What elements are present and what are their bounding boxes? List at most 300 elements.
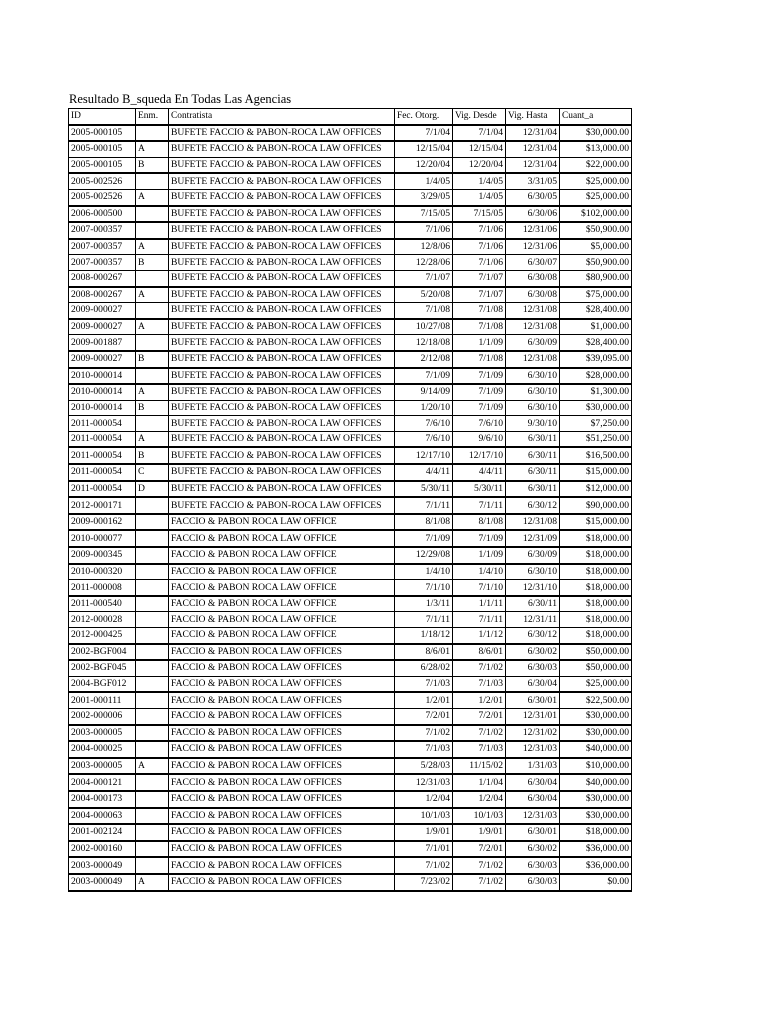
contratista-cell: BUFETE FACCIO & PABON-ROCA LAW OFFICES [169, 189, 395, 205]
id-cell: 2004-000063 [69, 808, 136, 825]
contratista-cell: BUFETE FACCIO & PABON-ROCA LAW OFFICES [169, 368, 395, 385]
contratista-cell: FACCIO & PABON ROCA LAW OFFICE [169, 580, 395, 596]
table-row [69, 319, 632, 335]
id-cell: 2002-BGF045 [69, 660, 136, 676]
fec-otorg-cell: 7/1/10 [395, 580, 453, 596]
enm-cell [136, 692, 169, 708]
column-header: Contratista [169, 109, 395, 125]
id-cell: 2005-000105 [69, 141, 136, 157]
cuantia-cell: $80,900.00 [560, 270, 632, 286]
id-cell: 2002-000006 [69, 708, 136, 724]
id-cell: 2012-000171 [69, 497, 136, 514]
enm-cell [136, 857, 169, 874]
fec-otorg-cell: 1/4/10 [395, 564, 453, 580]
vig-desde-cell: 11/15/02 [453, 758, 506, 775]
table-row [69, 628, 632, 644]
enm-cell: A [136, 874, 169, 891]
vig-hasta-cell: 12/31/09 [506, 530, 560, 547]
enm-cell [136, 222, 169, 239]
contratista-cell: FACCIO & PABON ROCA LAW OFFICE [169, 564, 395, 580]
contratista-cell: BUFETE FACCIO & PABON-ROCA LAW OFFICES [169, 239, 395, 255]
vig-hasta-cell: 6/30/12 [506, 497, 560, 514]
table-row [69, 125, 632, 142]
table-row [69, 351, 632, 368]
contratista-cell: FACCIO & PABON ROCA LAW OFFICES [169, 758, 395, 775]
enm-cell [136, 497, 169, 514]
table-row [69, 660, 632, 676]
enm-cell [136, 125, 169, 142]
vig-desde-cell: 7/1/11 [453, 497, 506, 514]
enm-cell [136, 173, 169, 189]
fec-otorg-cell: 7/1/07 [395, 270, 453, 286]
contratista-cell: BUFETE FACCIO & PABON-ROCA LAW OFFICES [169, 481, 395, 498]
cuantia-cell: $50,000.00 [560, 644, 632, 661]
enm-cell: B [136, 351, 169, 368]
contratista-cell: FACCIO & PABON ROCA LAW OFFICE [169, 530, 395, 547]
cuantia-cell: $30,000.00 [560, 725, 632, 742]
enm-cell [136, 303, 169, 319]
contratista-cell: BUFETE FACCIO & PABON-ROCA LAW OFFICES [169, 335, 395, 351]
fec-otorg-cell: 5/30/11 [395, 481, 453, 498]
id-cell: 2005-002526 [69, 173, 136, 189]
fec-otorg-cell: 12/15/04 [395, 141, 453, 157]
id-cell: 2007-000357 [69, 255, 136, 271]
vig-hasta-cell: 6/30/10 [506, 384, 560, 400]
contratista-cell: BUFETE FACCIO & PABON-ROCA LAW OFFICES [169, 447, 395, 464]
fec-otorg-cell: 4/4/11 [395, 464, 453, 481]
vig-hasta-cell: 6/30/01 [506, 692, 560, 708]
vig-hasta-cell: 6/30/11 [506, 596, 560, 612]
fec-otorg-cell: 1/2/04 [395, 791, 453, 808]
contratista-cell: BUFETE FACCIO & PABON-ROCA LAW OFFICES [169, 303, 395, 319]
cuantia-cell: $0.00 [560, 874, 632, 891]
enm-cell [136, 564, 169, 580]
cuantia-cell: $30,000.00 [560, 400, 632, 416]
table-row [69, 255, 632, 271]
id-cell: 2011-000008 [69, 580, 136, 596]
fec-otorg-cell: 7/1/06 [395, 222, 453, 239]
enm-cell [136, 514, 169, 531]
cuantia-cell: $18,000.00 [560, 580, 632, 596]
id-cell: 2005-000105 [69, 157, 136, 173]
cuantia-cell: $102,000.00 [560, 206, 632, 223]
contratista-cell: FACCIO & PABON ROCA LAW OFFICE [169, 547, 395, 564]
id-cell: 2004-000025 [69, 741, 136, 758]
vig-hasta-cell: 12/31/01 [506, 708, 560, 724]
id-cell: 2009-000345 [69, 547, 136, 564]
cuantia-cell: $30,000.00 [560, 791, 632, 808]
cuantia-cell: $50,900.00 [560, 255, 632, 271]
fec-otorg-cell: 7/1/04 [395, 125, 453, 142]
vig-hasta-cell: 12/31/08 [506, 319, 560, 335]
vig-hasta-cell: 6/30/10 [506, 564, 560, 580]
fec-otorg-cell: 12/17/10 [395, 447, 453, 464]
vig-hasta-cell: 6/30/11 [506, 447, 560, 464]
table-row [69, 841, 632, 858]
vig-hasta-cell: 12/31/11 [506, 612, 560, 628]
enm-cell [136, 628, 169, 644]
id-cell: 2003-000005 [69, 725, 136, 742]
id-cell: 2003-000005 [69, 758, 136, 775]
vig-hasta-cell: 6/30/06 [506, 206, 560, 223]
contratista-cell: BUFETE FACCIO & PABON-ROCA LAW OFFICES [169, 384, 395, 400]
cuantia-cell: $18,000.00 [560, 824, 632, 841]
id-cell: 2011-000540 [69, 596, 136, 612]
vig-hasta-cell: 3/31/05 [506, 173, 560, 189]
contratista-cell: BUFETE FACCIO & PABON-ROCA LAW OFFICES [169, 464, 395, 481]
table-row [69, 824, 632, 841]
vig-hasta-cell: 12/31/08 [506, 303, 560, 319]
table-row [69, 173, 632, 189]
fec-otorg-cell: 12/8/06 [395, 239, 453, 255]
fec-otorg-cell: 7/15/05 [395, 206, 453, 223]
vig-desde-cell: 7/1/09 [453, 530, 506, 547]
table-row [69, 497, 632, 514]
table-row [69, 808, 632, 825]
id-cell: 2011-000054 [69, 464, 136, 481]
enm-cell [136, 547, 169, 564]
table-header-row [69, 109, 632, 125]
vig-desde-cell: 7/1/08 [453, 351, 506, 368]
vig-hasta-cell: 12/31/06 [506, 239, 560, 255]
vig-desde-cell: 7/1/08 [453, 319, 506, 335]
column-header: Cuant_a [560, 109, 632, 125]
vig-hasta-cell: 6/30/08 [506, 287, 560, 303]
enm-cell [136, 270, 169, 286]
enm-cell [136, 596, 169, 612]
table-row [69, 741, 632, 758]
cuantia-cell: $1,000.00 [560, 319, 632, 335]
cuantia-cell: $30,000.00 [560, 125, 632, 142]
contratista-cell: BUFETE FACCIO & PABON-ROCA LAW OFFICES [169, 431, 395, 447]
table-row [69, 725, 632, 742]
column-header: ID [69, 109, 136, 125]
vig-desde-cell: 7/1/09 [453, 400, 506, 416]
enm-cell [136, 774, 169, 791]
table-row [69, 758, 632, 775]
vig-desde-cell: 1/2/01 [453, 692, 506, 708]
cuantia-cell: $22,000.00 [560, 157, 632, 173]
cuantia-cell: $16,500.00 [560, 447, 632, 464]
fec-otorg-cell: 1/20/10 [395, 400, 453, 416]
contratista-cell: FACCIO & PABON ROCA LAW OFFICES [169, 808, 395, 825]
fec-otorg-cell: 10/27/08 [395, 319, 453, 335]
vig-desde-cell: 1/2/04 [453, 791, 506, 808]
cuantia-cell: $40,000.00 [560, 741, 632, 758]
enm-cell [136, 335, 169, 351]
vig-desde-cell: 1/4/05 [453, 189, 506, 205]
vig-desde-cell: 10/1/03 [453, 808, 506, 825]
vig-desde-cell: 1/1/04 [453, 774, 506, 791]
enm-cell [136, 368, 169, 385]
vig-hasta-cell: 6/30/03 [506, 874, 560, 891]
vig-desde-cell: 7/1/02 [453, 857, 506, 874]
enm-cell: B [136, 400, 169, 416]
cuantia-cell: $25,000.00 [560, 189, 632, 205]
id-cell: 2008-000267 [69, 287, 136, 303]
fec-otorg-cell: 3/29/05 [395, 189, 453, 205]
enm-cell [136, 676, 169, 692]
contratista-cell: BUFETE FACCIO & PABON-ROCA LAW OFFICES [169, 497, 395, 514]
contratista-cell: BUFETE FACCIO & PABON-ROCA LAW OFFICES [169, 206, 395, 223]
enm-cell: D [136, 481, 169, 498]
id-cell: 2003-000049 [69, 874, 136, 891]
enm-cell [136, 725, 169, 742]
id-cell: 2012-000425 [69, 628, 136, 644]
vig-desde-cell: 1/9/01 [453, 824, 506, 841]
enm-cell: B [136, 447, 169, 464]
id-cell: 2011-000054 [69, 447, 136, 464]
contratista-cell: BUFETE FACCIO & PABON-ROCA LAW OFFICES [169, 125, 395, 142]
fec-otorg-cell: 7/1/11 [395, 612, 453, 628]
vig-hasta-cell: 6/30/04 [506, 676, 560, 692]
id-cell: 2003-000049 [69, 857, 136, 874]
cuantia-cell: $18,000.00 [560, 612, 632, 628]
vig-hasta-cell: 12/31/08 [506, 514, 560, 531]
contratista-cell: FACCIO & PABON ROCA LAW OFFICES [169, 692, 395, 708]
fec-otorg-cell: 9/14/09 [395, 384, 453, 400]
enm-cell: A [136, 239, 169, 255]
vig-hasta-cell: 6/30/01 [506, 824, 560, 841]
id-cell: 2007-000357 [69, 222, 136, 239]
vig-desde-cell: 4/4/11 [453, 464, 506, 481]
table-row [69, 874, 632, 891]
vig-desde-cell: 7/6/10 [453, 416, 506, 432]
contratista-cell: BUFETE FACCIO & PABON-ROCA LAW OFFICES [169, 173, 395, 189]
enm-cell [136, 530, 169, 547]
table-row [69, 431, 632, 447]
id-cell: 2005-000105 [69, 125, 136, 142]
vig-desde-cell: 1/4/05 [453, 173, 506, 189]
vig-desde-cell: 7/1/08 [453, 303, 506, 319]
fec-otorg-cell: 1/2/01 [395, 692, 453, 708]
fec-otorg-cell: 1/4/05 [395, 173, 453, 189]
vig-desde-cell: 7/1/06 [453, 239, 506, 255]
table-row [69, 157, 632, 173]
table-row [69, 644, 632, 661]
fec-otorg-cell: 7/1/02 [395, 857, 453, 874]
table-row [69, 530, 632, 547]
vig-hasta-cell: 12/31/06 [506, 222, 560, 239]
fec-otorg-cell: 12/31/03 [395, 774, 453, 791]
id-cell: 2012-000028 [69, 612, 136, 628]
fec-otorg-cell: 7/23/02 [395, 874, 453, 891]
id-cell: 2010-000014 [69, 368, 136, 385]
table-row [69, 481, 632, 498]
page-title: Resultado B_squeda En Todas Las Agencias [69, 92, 292, 106]
table-row [69, 580, 632, 596]
enm-cell: A [136, 141, 169, 157]
contratista-cell: FACCIO & PABON ROCA LAW OFFICE [169, 612, 395, 628]
cuantia-cell: $39,095.00 [560, 351, 632, 368]
enm-cell: A [136, 319, 169, 335]
fec-otorg-cell: 1/9/01 [395, 824, 453, 841]
vig-desde-cell: 7/1/11 [453, 612, 506, 628]
contratista-cell: BUFETE FACCIO & PABON-ROCA LAW OFFICES [169, 351, 395, 368]
enm-cell [136, 841, 169, 858]
table-row [69, 335, 632, 351]
contratista-cell: FACCIO & PABON ROCA LAW OFFICE [169, 514, 395, 531]
vig-desde-cell: 7/1/10 [453, 580, 506, 596]
fec-otorg-cell: 10/1/03 [395, 808, 453, 825]
id-cell: 2010-000014 [69, 384, 136, 400]
enm-cell: B [136, 255, 169, 271]
fec-otorg-cell: 7/1/03 [395, 676, 453, 692]
id-cell: 2011-000054 [69, 416, 136, 432]
table-row [69, 564, 632, 580]
table-row [69, 416, 632, 432]
contratista-cell: BUFETE FACCIO & PABON-ROCA LAW OFFICES [169, 222, 395, 239]
contratista-cell: BUFETE FACCIO & PABON-ROCA LAW OFFICES [169, 157, 395, 173]
id-cell: 2010-000077 [69, 530, 136, 547]
vig-hasta-cell: 12/31/04 [506, 125, 560, 142]
vig-desde-cell: 7/1/02 [453, 874, 506, 891]
contratista-cell: FACCIO & PABON ROCA LAW OFFICES [169, 824, 395, 841]
vig-desde-cell: 7/1/03 [453, 741, 506, 758]
vig-hasta-cell: 6/30/12 [506, 628, 560, 644]
contratista-cell: FACCIO & PABON ROCA LAW OFFICES [169, 874, 395, 891]
vig-hasta-cell: 12/31/02 [506, 725, 560, 742]
id-cell: 2008-000267 [69, 270, 136, 286]
vig-hasta-cell: 1/31/03 [506, 758, 560, 775]
contratista-cell: BUFETE FACCIO & PABON-ROCA LAW OFFICES [169, 416, 395, 432]
enm-cell [136, 741, 169, 758]
table-row [69, 514, 632, 531]
vig-desde-cell: 1/1/11 [453, 596, 506, 612]
contratista-cell: FACCIO & PABON ROCA LAW OFFICES [169, 857, 395, 874]
cuantia-cell: $90,000.00 [560, 497, 632, 514]
vig-hasta-cell: 6/30/02 [506, 841, 560, 858]
enm-cell: A [136, 287, 169, 303]
id-cell: 2005-002526 [69, 189, 136, 205]
table-row [69, 708, 632, 724]
cuantia-cell: $1,300.00 [560, 384, 632, 400]
cuantia-cell: $40,000.00 [560, 774, 632, 791]
id-cell: 2001-002124 [69, 824, 136, 841]
contratista-cell: FACCIO & PABON ROCA LAW OFFICE [169, 628, 395, 644]
cuantia-cell: $51,250.00 [560, 431, 632, 447]
cuantia-cell: $18,000.00 [560, 530, 632, 547]
vig-desde-cell: 8/1/08 [453, 514, 506, 531]
contratista-cell: FACCIO & PABON ROCA LAW OFFICE [169, 596, 395, 612]
id-cell: 2004-000121 [69, 774, 136, 791]
vig-desde-cell: 7/1/09 [453, 368, 506, 385]
id-cell: 2011-000054 [69, 431, 136, 447]
cuantia-cell: $18,000.00 [560, 547, 632, 564]
vig-hasta-cell: 12/31/04 [506, 141, 560, 157]
fec-otorg-cell: 7/1/11 [395, 497, 453, 514]
vig-desde-cell: 7/1/03 [453, 676, 506, 692]
results-table [68, 108, 632, 892]
id-cell: 2004-000173 [69, 791, 136, 808]
fec-otorg-cell: 7/1/08 [395, 303, 453, 319]
vig-hasta-cell: 6/30/09 [506, 335, 560, 351]
id-cell: 2009-000027 [69, 303, 136, 319]
table-row [69, 239, 632, 255]
contratista-cell: FACCIO & PABON ROCA LAW OFFICES [169, 791, 395, 808]
fec-otorg-cell: 12/20/04 [395, 157, 453, 173]
vig-hasta-cell: 6/30/05 [506, 189, 560, 205]
vig-desde-cell: 7/1/06 [453, 222, 506, 239]
fec-otorg-cell: 12/18/08 [395, 335, 453, 351]
cuantia-cell: $22,500.00 [560, 692, 632, 708]
vig-hasta-cell: 6/30/11 [506, 464, 560, 481]
vig-hasta-cell: 6/30/03 [506, 660, 560, 676]
vig-desde-cell: 9/6/10 [453, 431, 506, 447]
fec-otorg-cell: 1/3/11 [395, 596, 453, 612]
vig-desde-cell: 1/4/10 [453, 564, 506, 580]
cuantia-cell: $28,400.00 [560, 303, 632, 319]
cuantia-cell: $15,000.00 [560, 464, 632, 481]
contratista-cell: BUFETE FACCIO & PABON-ROCA LAW OFFICES [169, 141, 395, 157]
contratista-cell: FACCIO & PABON ROCA LAW OFFICES [169, 725, 395, 742]
enm-cell [136, 644, 169, 661]
vig-hasta-cell: 12/31/03 [506, 808, 560, 825]
cuantia-cell: $25,000.00 [560, 173, 632, 189]
vig-hasta-cell: 6/30/07 [506, 255, 560, 271]
vig-desde-cell: 7/1/02 [453, 725, 506, 742]
vig-hasta-cell: 6/30/10 [506, 368, 560, 385]
table-row [69, 206, 632, 223]
table-row [69, 270, 632, 286]
cuantia-cell: $28,400.00 [560, 335, 632, 351]
fec-otorg-cell: 7/1/02 [395, 725, 453, 742]
fec-otorg-cell: 8/6/01 [395, 644, 453, 661]
vig-desde-cell: 7/1/06 [453, 255, 506, 271]
vig-desde-cell: 7/2/01 [453, 708, 506, 724]
fec-otorg-cell: 5/28/03 [395, 758, 453, 775]
cuantia-cell: $15,000.00 [560, 514, 632, 531]
vig-hasta-cell: 12/31/03 [506, 741, 560, 758]
enm-cell [136, 824, 169, 841]
cuantia-cell: $28,000.00 [560, 368, 632, 385]
table-row [69, 774, 632, 791]
vig-desde-cell: 7/1/04 [453, 125, 506, 142]
cuantia-cell: $36,000.00 [560, 857, 632, 874]
enm-cell [136, 708, 169, 724]
vig-hasta-cell: 9/30/10 [506, 416, 560, 432]
fec-otorg-cell: 7/1/03 [395, 741, 453, 758]
id-cell: 2009-000027 [69, 319, 136, 335]
vig-desde-cell: 12/20/04 [453, 157, 506, 173]
cuantia-cell: $7,250.00 [560, 416, 632, 432]
vig-desde-cell: 8/6/01 [453, 644, 506, 661]
contratista-cell: BUFETE FACCIO & PABON-ROCA LAW OFFICES [169, 400, 395, 416]
id-cell: 2009-000027 [69, 351, 136, 368]
column-header: Vig. Desde [453, 109, 506, 125]
contratista-cell: BUFETE FACCIO & PABON-ROCA LAW OFFICES [169, 319, 395, 335]
enm-cell: A [136, 758, 169, 775]
vig-hasta-cell: 6/30/11 [506, 431, 560, 447]
vig-desde-cell: 5/30/11 [453, 481, 506, 498]
table-row [69, 791, 632, 808]
vig-desde-cell: 7/1/07 [453, 287, 506, 303]
cuantia-cell: $18,000.00 [560, 564, 632, 580]
contratista-cell: FACCIO & PABON ROCA LAW OFFICES [169, 660, 395, 676]
table-row [69, 303, 632, 319]
vig-hasta-cell: 6/30/04 [506, 774, 560, 791]
contratista-cell: BUFETE FACCIO & PABON-ROCA LAW OFFICES [169, 255, 395, 271]
table-row [69, 384, 632, 400]
vig-hasta-cell: 6/30/04 [506, 791, 560, 808]
fec-otorg-cell: 1/18/12 [395, 628, 453, 644]
table-row [69, 400, 632, 416]
enm-cell [136, 808, 169, 825]
vig-desde-cell: 1/1/09 [453, 335, 506, 351]
contratista-cell: FACCIO & PABON ROCA LAW OFFICES [169, 676, 395, 692]
fec-otorg-cell: 7/1/01 [395, 841, 453, 858]
vig-desde-cell: 7/15/05 [453, 206, 506, 223]
